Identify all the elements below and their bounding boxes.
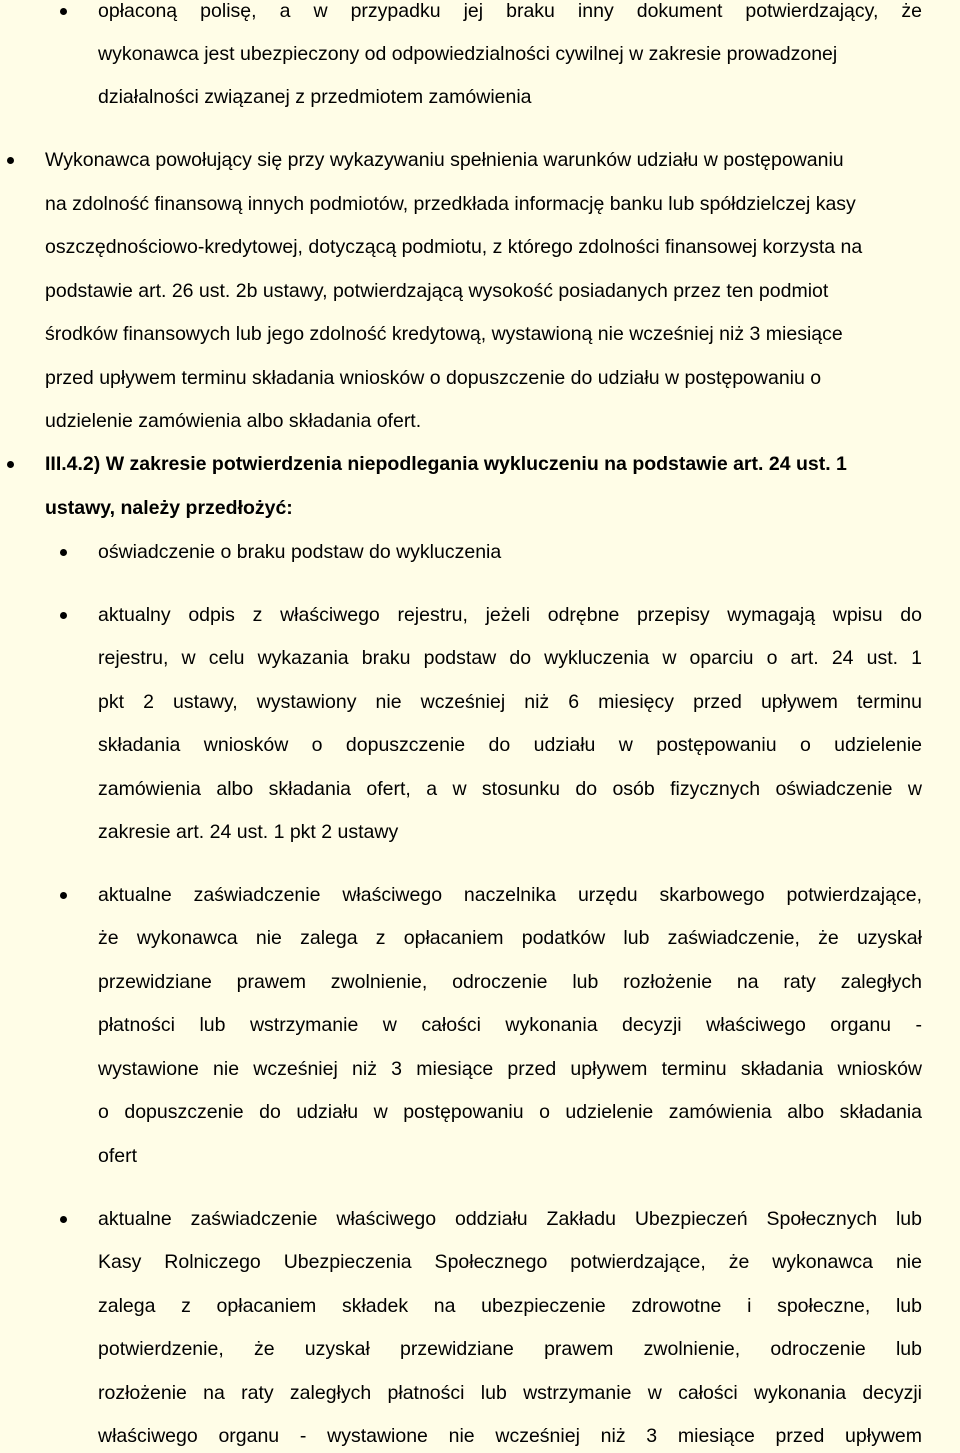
list-item-line: na zdolność finansową innych podmiotów, przedkłada informację banku lub spółdzielczej kasy xyxy=(45,193,856,215)
list-item-line: działalności związanej z przedmiotem zamówienia xyxy=(98,86,532,108)
list-item-line: oświadczenie o braku podstaw do wykluczenia xyxy=(98,541,502,563)
list-item-line: opłaconą polisę, a w przypadku jej braku inny dokument potwierdzający, że xyxy=(98,0,922,22)
list-item-line: podstawie art. 26 ust. 2b ustawy, potwierdzającą wysokość posiadanych przez ten podmiot xyxy=(45,280,829,302)
list-item-line: wystawione nie wcześniej niż 3 miesiące przed upływem terminu składania wniosków xyxy=(98,1058,922,1080)
list-item-line: Wykonawca powołujący się przy wykazywaniu spełnienia warunków udziału w postępowaniu xyxy=(45,149,844,171)
list-item-line: zakresie art. 24 ust. 1 pkt 2 ustawy xyxy=(98,821,399,843)
bullet-icon xyxy=(60,612,67,619)
list-item-line: zalega z opłacaniem składek na ubezpieczenie zdrowotne i społeczne, lub xyxy=(98,1295,922,1317)
list-item-line: Kasy Rolniczego Ubezpieczenia Społecznego potwierdzające, że wykonawca nie xyxy=(98,1251,922,1273)
list-item-line: przewidziane prawem zwolnienie, odroczenie lub rozłożenie na raty zaległych xyxy=(98,971,922,993)
bullet-icon xyxy=(7,157,14,164)
list-item-line: o dopuszczenie do udziału w postępowaniu o udzielenie zamówienia albo składania xyxy=(98,1101,922,1123)
list-item-line: środków finansowych lub jego zdolność kredytową, wystawioną nie wcześniej niż 3 miesiące xyxy=(45,323,843,345)
list-item-line: właściwego organu - wystawione nie wcześniej niż 3 miesiące przed upływem xyxy=(98,1425,922,1447)
section-heading-line: ustawy, należy przedłożyć: xyxy=(45,497,293,519)
list-item-line: oszczędnościowo-kredytowej, dotyczącą podmiotu, z którego zdolności finansowej korzysta na xyxy=(45,236,863,258)
list-item-line: aktualne zaświadczenie właściwego oddziału Zakładu Ubezpieczeń Społecznych lub xyxy=(98,1208,922,1230)
list-item-line: płatności lub wstrzymanie w całości wykonania decyzji właściwego organu - xyxy=(98,1014,922,1036)
list-item-line: przed upływem terminu składania wniosków o dopuszczenie do udziału w postępowaniu o xyxy=(45,367,822,389)
bullet-icon xyxy=(60,8,67,15)
list-item-line: aktualny odpis z właściwego rejestru, jeżeli odrębne przepisy wymagają wpisu do xyxy=(98,604,922,626)
list-item-line: rejestru, w celu wykazania braku podstaw do wykluczenia w oparciu o art. 24 ust. 1 xyxy=(98,647,922,669)
list-item-line: rozłożenie na raty zaległych płatności lub wstrzymanie w całości wykonania decyzji xyxy=(98,1382,922,1404)
list-item-line: udzielenie zamówienia albo składania ofert. xyxy=(45,410,422,432)
list-item-line: ofert xyxy=(98,1145,138,1167)
bullet-icon xyxy=(7,461,14,468)
list-item-line: że wykonawca nie zalega z opłacaniem podatków lub zaświadczenie, że uzyskał xyxy=(98,927,922,949)
section-heading-line: III.4.2) W zakresie potwierdzenia niepodlegania wykluczeniu na podstawie art. 24 ust. 1 xyxy=(45,453,847,475)
list-item-line: aktualne zaświadczenie właściwego naczelnika urzędu skarbowego potwierdzające, xyxy=(98,884,922,906)
bullet-icon xyxy=(60,1216,67,1223)
list-item-line: pkt 2 ustawy, wystawiony nie wcześniej niż 6 miesięcy przed upływem terminu xyxy=(98,691,922,713)
list-item-line: potwierdzenie, że uzyskał przewidziane prawem zwolnienie, odroczenie lub xyxy=(98,1338,922,1360)
bullet-icon xyxy=(60,892,67,899)
list-item-line: zamówienia albo składania ofert, a w stosunku do osób fizycznych oświadczenie w xyxy=(98,778,922,800)
bullet-icon xyxy=(60,549,67,556)
list-item-line: składania wniosków o dopuszczenie do udziału w postępowaniu o udzielenie xyxy=(98,734,922,756)
list-item-line: wykonawca jest ubezpieczony od odpowiedzialności cywilnej w zakresie prowadzonej xyxy=(98,43,838,65)
